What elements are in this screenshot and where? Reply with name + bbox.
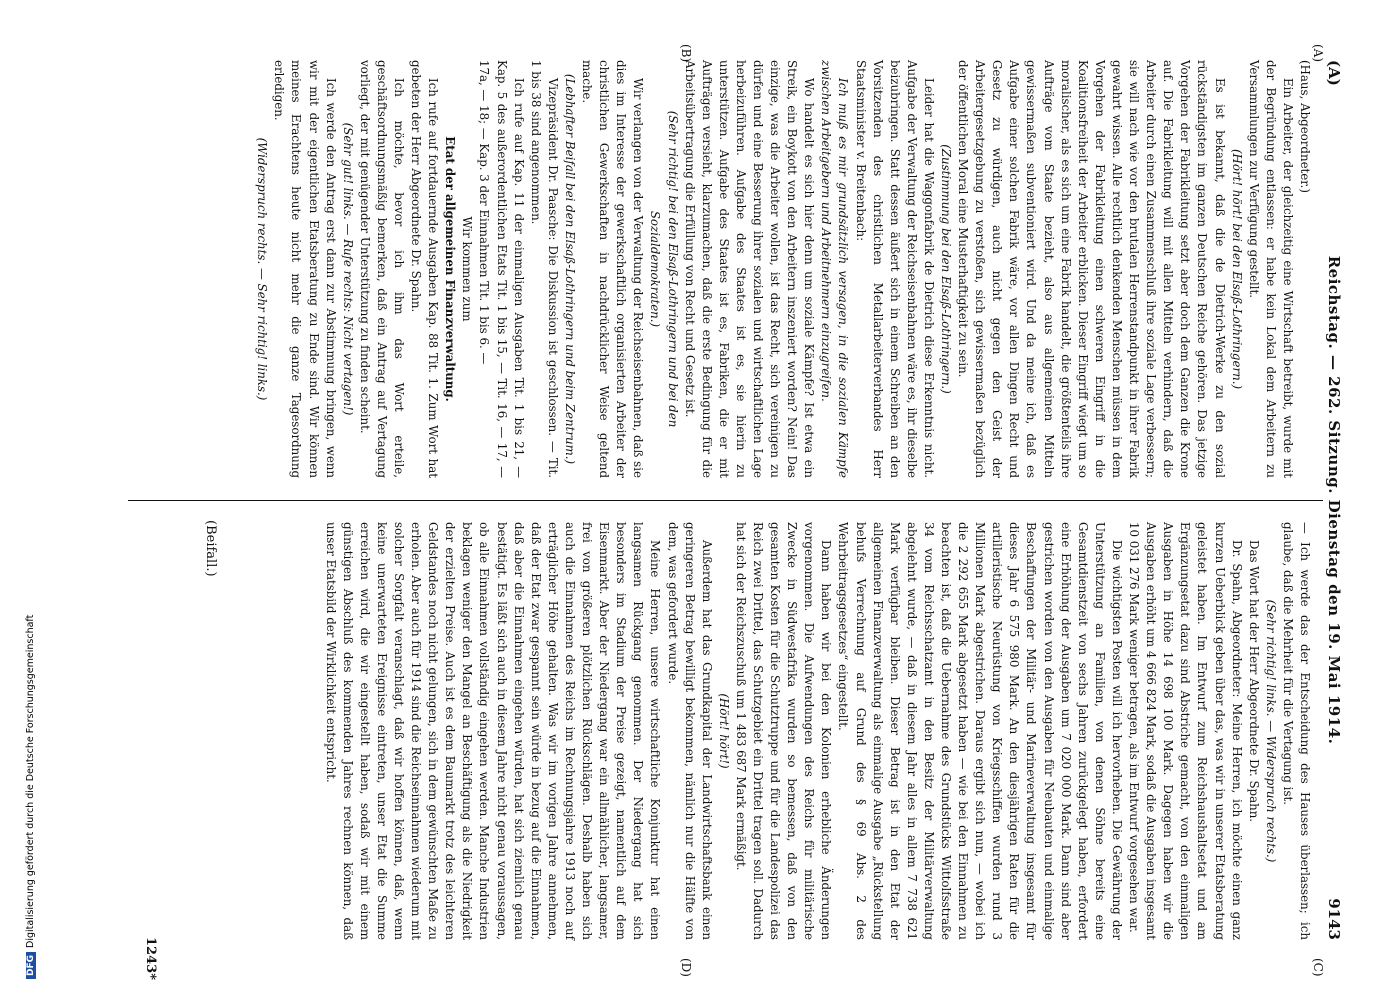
paragraph: Wir kommen zum xyxy=(460,216,475,322)
paragraph: Das Wort hat der Herr Abgeordnete Dr. Spahn. xyxy=(1246,540,1261,823)
paragraph: (Widerspruch rechts. — Sehr richtig! links.) xyxy=(255,137,270,401)
column-divider xyxy=(128,500,1323,501)
paragraph: Ich werde den Antrag erst dann zur Abstimmung bringen, wenn wir mit der eigentlichen Etatsberatung zu Ende sind. Wir können meines Erachtens heute nicht mehr die ganze Tagesordnung erledigen. xyxy=(272,60,338,478)
dfg-logo: DFG xyxy=(26,952,36,979)
header-page-number: 9143 xyxy=(1325,898,1343,940)
digitization-note-text: Digitalisierung gefördert durch die Deutsche Forschungsgemeinschaft xyxy=(25,614,36,948)
paragraph: Dr. Spahn, Abgeordneter: Meine Herren, ich möchte einen ganz kurzen Ueberblick geben über das, was wir in unserer Etatsberatung geleistet haben. Im Entwurf zum Reichshaushaltsetat und am Ergänzungsetat dazu sind Abstriche gemacht, von den einmaligen Ausgaben in Höhe 14 698 100 Mark. Dagegen haben wir die Ausgaben erhöht um 4 666 824 Mark, sodaß die Ausgaben insgesamt 10 031 276 Mark weniger betragen, als im Entwurf vorgesehen war. xyxy=(1127,522,1244,940)
closing-applause: (Beifall.) xyxy=(203,520,218,577)
right-text-column xyxy=(322,522,1313,940)
margin-mark-c: (C) xyxy=(1311,958,1325,977)
paragraph: (Sehr gut! links. — Rufe rechts: Nicht vertagen!) xyxy=(340,122,355,416)
paragraph: Wo handelt es sich hier denn um soziale Kämpfe? Ist etwa ein Streik, ein Boykott von den Arbeitern inszeniert worden? Nein! Das einzige, was die Arbeiter wollen, ist das Recht, sich vereinigen zu dürfen und eine Besserung ihrer sozialen und wirtschaftlichen Lage herbeizuführen. Aufgabe des Staates ist es, sie hierin zu unterstützen. Aufgabe des Staates ist es, Fabriken, die er mit Aufträgen versieht, klarzumachen, daß die erste Bedingung für die Arbeitsübertragung die Erfüllung von Recht und Gesetz ist. xyxy=(682,60,817,478)
paragraph: (Lebhafter Beifall bei den Elsaß-Lothringern und beim Zentrum.) xyxy=(562,73,577,465)
digitization-note xyxy=(25,615,36,979)
paragraph: (Hört! hört! bei den Elsaß-Lothringern.) xyxy=(1229,148,1244,390)
paragraph: Ich rufe auf fortdauernde Ausgaben Kap. 88 Tit. 1. Zum Wort hat gebeten der Herr Abgeordnete Dr. Spahn. xyxy=(409,60,441,478)
paragraph: Dann haben wir bei den Kolonien erhebliche Änderungen vorgenommen. Die Aufwendungen des Reichs für militärische Zwecke in Südwestafrika wurden so bemessen, daß von den gesamten Kosten für die Schutztruppe und für die Landespolizei das Reich zwei Drittel, das Schutzgebiet ein Drittel tragen soll. Dadurch hat sich der Reichszuschuß um 1 483 687 Mark ermäßigt. xyxy=(733,522,834,940)
paragraph: Außerdem hat das Grundkapital der Landwirtschaftsbank einen geringeren Betrag bewilligt bekommen, nämlich nur die Hälfte von dem, was gefordert wurde. xyxy=(665,522,714,940)
paragraph: Wir verlangen von der Verwaltung der Reichseisenbahnen, daß sie dies im Interesse der gewerkschaftlich organisierten Arbeiter der christlichen Gewerkschaften in nachdrücklicher Weise geltend mache. xyxy=(580,60,646,478)
margin-mark-d: (D) xyxy=(679,958,693,977)
paragraph: Vizepräsident Dr. Paasche: Die Diskussion ist geschlossen. — Tit. 1 bis 38 sind angenommen. xyxy=(528,60,560,478)
paragraph: Leider hat die Waggonfabrik de Dietrich diese Erkenntnis nicht. Aufgabe der Verwaltung der Reichseisenbahnen wäre es, ihr dieselbe beizubringen. Statt dessen äußert sich in einem Schreiben an den Vorsitzenden des christlichen Metallarbeiterverbandes Herr Staatsminister v. Breitenbach: xyxy=(853,60,936,478)
paragraph: Ein Arbeiter, der gleichzeitig eine Wirtschaft betreibt, wurde mit der Begründung entlassen: er habe kein Lokal dem Arbeitern zu Versammlungen zur Verfügung gestellt. xyxy=(1246,60,1295,478)
paragraph: Meine Herren, unsere wirtschaftliche Konjunktur hat einen langsamen Rückgang genommen. Der Niedergang hat sich besonders im Stadium der Preise gezeigt, namentlich auf dem Eisenmarkt. Aber der Niedergang war ein allmählicher, langsamer, frei von größeren plötzlichen Rückschlägen. Deshalb haben sich auch die Einnahmen des Reichs im Rechnungsjahre 1913 noch auf erträglicher Höhe gehalten. Was wir im vorigen Jahre annehmen, daß der Etat zwar gespannt sein würde in bezug auf die Einnahmen, daß aber die Einnahmen eingehen würden, hat sich ziemlich genau bestätigt. Es läßt sich auch in diesem Jahre nicht genau voraussagen, ob alle Einnahmen vollständig eingehen werden. Manche Industrien beklagen weniger den Mangel an Beschäftigung als die Niedrigkeit der erzielten Preise. Auch ist es dem Baumarkt trotz des leichteren Geldstandes noch nicht gelungen, sich in dem gewünschten Maße zu erholen. Aber auch für 1914 sind die Reichseinnahmen wiederum mit solcher Sorgfalt veranschlagt, daß wir hoffen können, daß, wenn keine unerwarteten Ereignisse eintreten, unser Etat die Summe erreichen wird, die wir eingestellt haben, sodaß wir mit einem günstigen Abschluß des kommenden Jahres rechnen können, daß unser Etatsbild der Wirklichkeit entspricht. xyxy=(323,522,663,940)
paragraph: Es ist bekannt, daß die de Dietrich-Werke zu den sozial rückständigsten im ganzen Deutschen Reiche gehören. Das jetzige Vorgehen der Fabrikleitung setzt aber doch dem Ganzen die Krone auf. Die Fabrikleitung will mit allen Mitteln verhindern, daß die Arbeiter durch einen Zusammenschluß ihre soziale Lage verbessern; sie will nach wie vor den brutalen Herrenstandpunkt in ihrer Fabrik gewahrt wissen. Alle rechtlich denkenden Menschen müssen in dem Vorgehen der Fabrikleitung einen schweren Eingriff in die Koalitionsfreiheit der Arbeiter erblicken. Dieser Eingriff wiegt um so moralischer, als es sich um eine Fabrik handelt, die größtenteils ihre Aufträge vom Staate bezieht, also aus allgemeinen Mitteln gewissermaßen subventioniert wird. Und da meine ich, daß es Aufgabe einer solchen Fabrik wäre, vor allen Dingen Recht und Gesetz zu würdigen, auch nicht gegen den Geist der Arbeitergesetzgebung zu verstoßen, sich gewissermaßen bezüglich der öffentlichen Moral eine Musterhaftigkeit zu sein. xyxy=(956,60,1227,478)
paragraph: Die wichtigsten Posten will ich hervorheben. Die Gewährung der Unterstützung an Familien, von denen Söhne bereits eine Gesamtdienstzeit von sechs Jahren zurückgelegt haben, erfordert eine Erhöhung der Ausgaben um 7 020 000 Mark. Dann sind aber gestrichen worden von den Ausgaben für Neubauten und einmalige Beschaffungen der Militär- und Marineverwaltung insgesamt für dieses Jahr 6 575 980 Mark. An den diesjährigen Raten für die artilleristische Neurüstung von Kriegsschiffen wurden rund 3 Millionen Mark abgestrichen. Daraus ergibt sich nun, — wobei ich die 2 292 655 Mark abgesetzt haben — wie bei den Einnahmen zu beachten ist, daß die Uebernahme des Grundstücks Wittolfsstraße 34 vom Reichsschatzamt in den Besitz der Militärverwaltung abgelehnt wurde, — daß in diesem Jahr alles in allem 7 738 621 Mark verfügbar bleiben. Dieser Betrag ist in den Etat der allgemeinen Finanzverwaltung als einmalige Ausgabe „Rückstellung behufs Verrechnung auf Grund des § 69 Abs. 2 des Wehrbeitragsgesetzes“ eingestellt. xyxy=(836,522,1124,940)
paragraph: (Haus, Abgeordneter.) xyxy=(1298,60,1312,193)
header-title: Reichstag. — 262. Sitzung. Dienstag den 19. Mai 1914. xyxy=(1325,255,1343,745)
margin-mark-a: (A) xyxy=(1311,44,1325,63)
paragraph: (Sehr richtig! bei den Elsaß-Lothringern und bei den Sozialdemokraten.) xyxy=(648,110,680,428)
paragraph: Etat der allgemeinen Finanzverwaltung. xyxy=(443,136,458,402)
paragraph: Ich möchte, bevor ich ihm das Wort erteile, geschäftsordnungsmäßig bemerken, daß ein Antrag auf Vertagung vorliegt, der mit genügender Unterstützung zu finden scheint. xyxy=(357,60,407,478)
header-margin-letter: (A) xyxy=(1325,60,1343,86)
paragraph: Ich muß es mir grundsätzlich versagen, in die sozialen Kämpfe zwischen Arbeitgebern und Arbeitnehmern einzugreifen. xyxy=(819,60,851,478)
paragraph: Ich rufe auf Kap. 11 der einmaligen Ausgaben Tit. 1 bis 21, — Kap. 5 des außerordentlichen Etats Tit. 1 bis 15, — Tit. 16, — 17, — 17a, — 18; — Kap. 3 der Einnahmen Tit. 1 bis 6. — xyxy=(477,60,526,478)
paragraph: (Sehr richtig! links. — Widerspruch rechts.) xyxy=(1263,599,1278,863)
left-text-column xyxy=(253,60,1313,478)
page-signature: 1243* xyxy=(143,937,158,980)
paragraph: — Ich werde das der Entscheidung des Hauses überlassen; ich glaube, daß die Mehrheit für die Vertagung ist. xyxy=(1280,522,1312,940)
margin-mark-b: (B) xyxy=(679,44,693,63)
paragraph: (Hört! hört!) xyxy=(716,693,731,769)
paragraph: (Zustimmung bei den Elsaß-Lothringern.) xyxy=(939,144,954,394)
